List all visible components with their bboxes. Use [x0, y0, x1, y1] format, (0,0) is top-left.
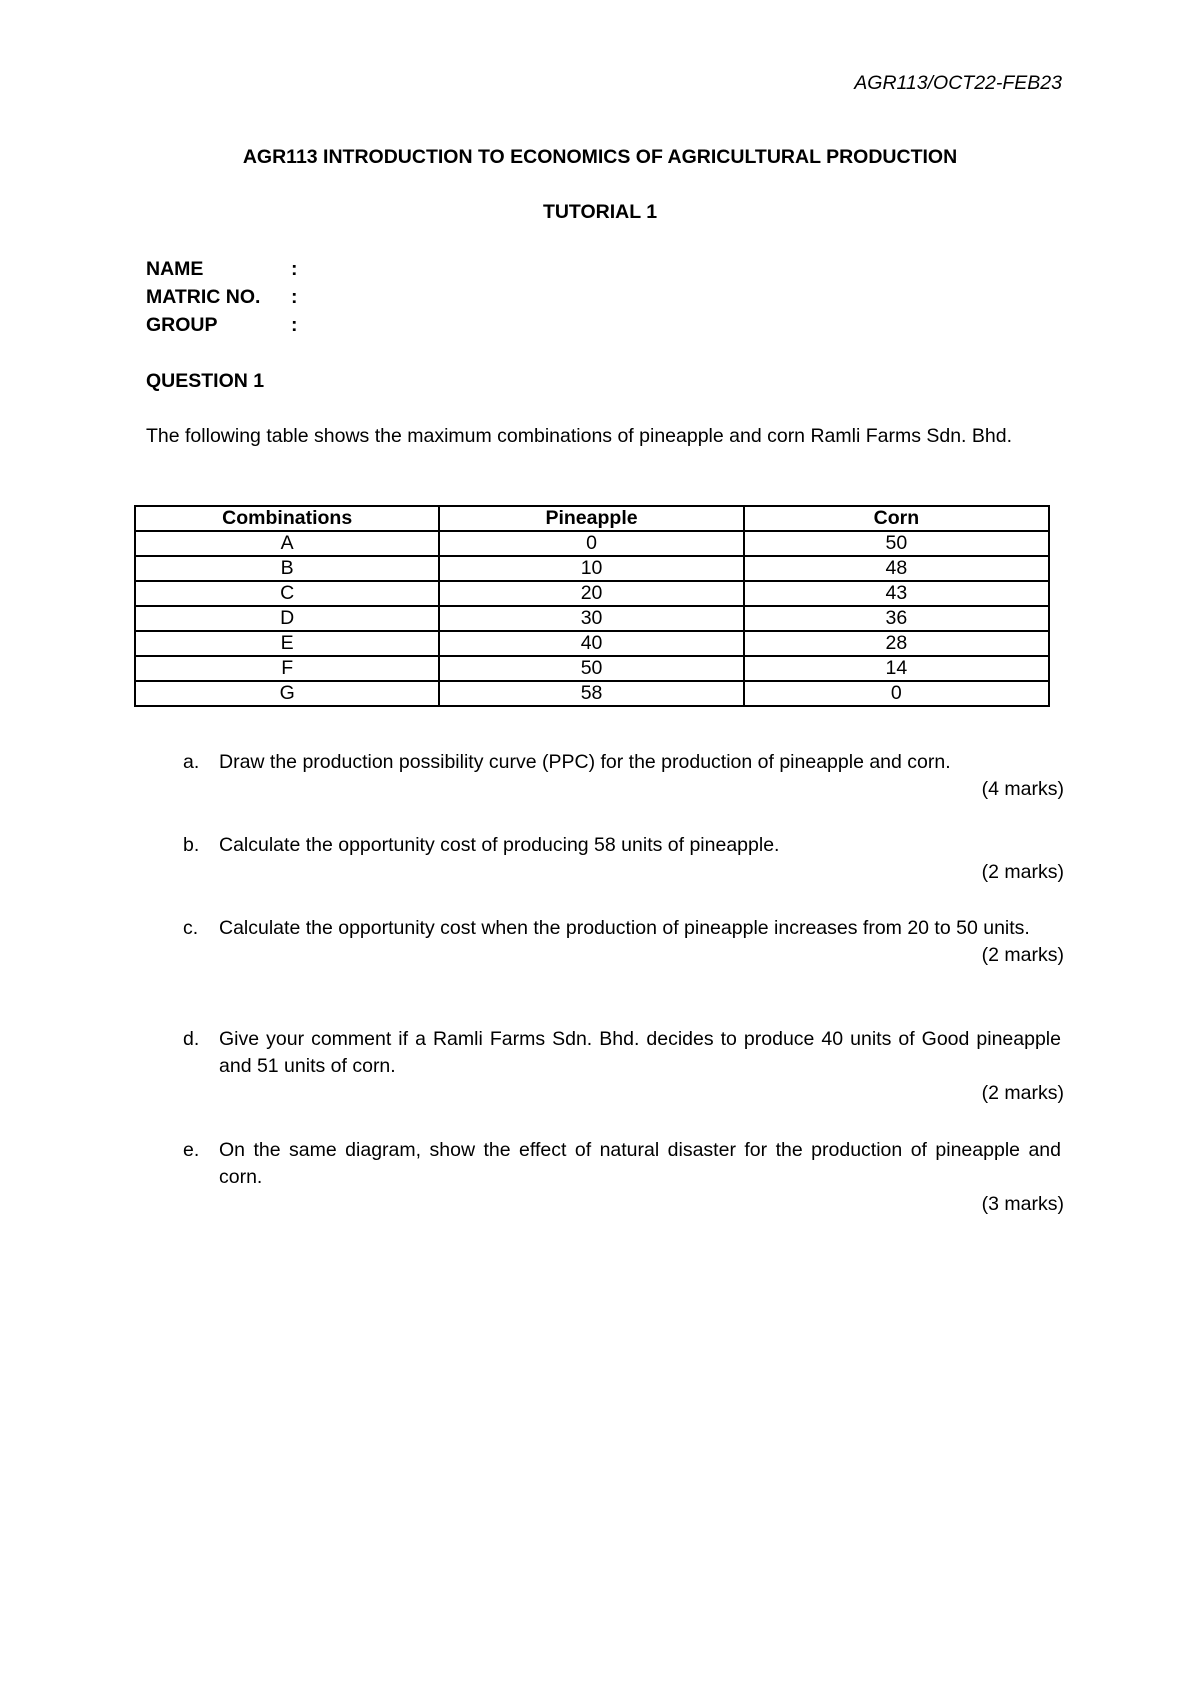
info-matric-row — [146, 286, 298, 309]
item-letter: d. — [183, 1028, 200, 1050]
item-text: Draw the production possibility curve (PPC) for the production of pineapple and corn. — [219, 751, 951, 773]
table-cell: 14 — [744, 656, 1049, 681]
table-cell: F — [135, 656, 439, 681]
table-cell: 28 — [744, 631, 1049, 656]
table-cell: 0 — [744, 681, 1049, 706]
table-cell: G — [135, 681, 439, 706]
table-row — [135, 556, 1049, 581]
table-row — [135, 531, 1049, 556]
table-cell: D — [135, 606, 439, 631]
table-cell: C — [135, 581, 439, 606]
question-item-a — [183, 749, 1064, 803]
table-cell: 30 — [439, 606, 743, 631]
table-cell: 20 — [439, 581, 743, 606]
info-label: GROUP — [146, 314, 218, 336]
question-item-c — [183, 915, 1064, 969]
table-cell: 58 — [439, 681, 743, 706]
item-marks: (2 marks) — [981, 944, 1064, 966]
table-cell: 43 — [744, 581, 1049, 606]
item-text: Give your comment if a Ramli Farms Sdn. Bhd. decides to produce 40 units of Good pineapple and 51 units of corn. — [219, 1028, 1061, 1077]
table-header-row — [135, 506, 1049, 531]
item-text: On the same diagram, show the effect of natural disaster for the production of pineapple and corn. — [219, 1139, 1061, 1188]
table-row — [135, 581, 1049, 606]
course-code-header: AGR113/OCT22-FEB23 — [854, 72, 1062, 94]
question-intro: The following table shows the maximum combinations of pineapple and corn Ramli Farms Sdn. Bhd. — [146, 425, 1013, 447]
info-colon: : — [291, 286, 298, 308]
info-colon: : — [291, 314, 298, 336]
question-item-d — [183, 1026, 1064, 1107]
item-text: Calculate the opportunity cost when the production of pineapple increases from 20 to 50 units. — [219, 917, 1030, 939]
question-heading: QUESTION 1 — [146, 370, 265, 392]
question-item-b — [183, 832, 1064, 886]
table-cell: 50 — [439, 656, 743, 681]
table-cell: 10 — [439, 556, 743, 581]
item-marks: (3 marks) — [981, 1193, 1064, 1215]
table-cell: 36 — [744, 606, 1049, 631]
column-header: Corn — [744, 506, 1049, 531]
column-header: Pineapple — [439, 506, 743, 531]
item-letter: e. — [183, 1139, 200, 1161]
item-text: Calculate the opportunity cost of producing 58 units of pineapple. — [219, 834, 780, 856]
table-row — [135, 606, 1049, 631]
item-marks: (2 marks) — [981, 861, 1064, 883]
table-cell: 0 — [439, 531, 743, 556]
info-name-row — [146, 258, 298, 281]
table-cell: 50 — [744, 531, 1049, 556]
document-title: AGR113 INTRODUCTION TO ECONOMICS OF AGRICULTURAL PRODUCTION — [242, 146, 958, 168]
table-row — [135, 656, 1049, 681]
info-label: NAME — [146, 258, 204, 280]
table-cell: B — [135, 556, 439, 581]
item-letter: b. — [183, 834, 200, 856]
tutorial-heading: TUTORIAL 1 — [542, 201, 658, 223]
table-cell: A — [135, 531, 439, 556]
table-cell: 40 — [439, 631, 743, 656]
item-letter: c. — [183, 917, 199, 939]
item-marks: (2 marks) — [981, 1082, 1064, 1104]
question-item-e — [183, 1137, 1064, 1218]
item-letter: a. — [183, 751, 200, 773]
table-cell: E — [135, 631, 439, 656]
info-colon: : — [291, 258, 298, 280]
info-label: MATRIC NO. — [146, 286, 261, 308]
table-row — [135, 681, 1049, 706]
info-group-row — [146, 314, 298, 337]
table-cell: 48 — [744, 556, 1049, 581]
column-header: Combinations — [135, 506, 439, 531]
table-row — [135, 631, 1049, 656]
combinations-table — [134, 505, 1050, 707]
item-marks: (4 marks) — [981, 778, 1064, 800]
